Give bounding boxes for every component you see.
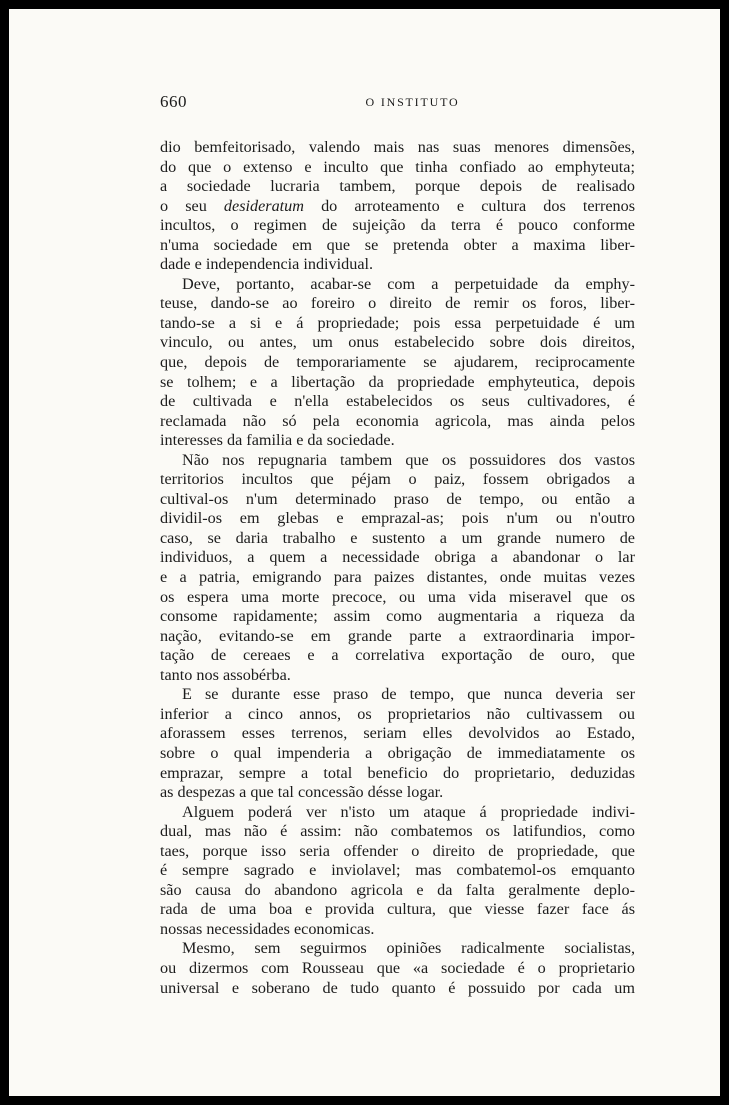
- text-line: interesses da familia e da sociedade.: [160, 431, 395, 450]
- text-line: taes, porque isso seria offender o direito de propriedade, que: [160, 841, 635, 860]
- text-line: inferior a cinco annos, os proprietarios não cultivassem ou: [160, 704, 635, 723]
- text-line: Deve, portanto, acabar-se com a perpetuidade da emphy-: [182, 274, 635, 293]
- paragraph: [160, 803, 635, 940]
- text-line: tação de cereaes e a correlativa exportação de ouro, que: [160, 646, 635, 665]
- text-line: emprazar, sempre a total beneficio do proprietario, deduzidas: [160, 763, 635, 782]
- text-line: ou dizermos com Rousseau que «a sociedade é o proprietario: [160, 958, 635, 977]
- paragraph: [160, 685, 635, 802]
- text-line: nossas necessidades economicas.: [160, 919, 375, 938]
- text-line: cultival-os n'um determinado praso de tempo, ou então a: [160, 489, 635, 508]
- text-line: são causa do abandono agricola e da falta geralmente deplo-: [160, 880, 635, 899]
- text-line: se tolhem; e a libertação da propriedade emphyteutica, depois: [160, 372, 635, 391]
- text-line: o seu desideratum do arroteamento e cultura dos terrenos: [160, 196, 635, 215]
- text-line: dual, mas não é assim: não combatemos os latifundios, como: [160, 822, 635, 841]
- text-line: é sempre sagrado e inviolavel; mas combatemol-os emquanto: [160, 861, 635, 880]
- text-line: caso, se daria trabalho e sustento a um grande numero de: [160, 528, 635, 547]
- text-line: rada de uma boa e provida cultura, que viesse fazer face ás: [160, 900, 635, 919]
- text-line: individuos, a quem a necessidade obriga a abandonar o lar: [160, 548, 635, 567]
- paragraph: [160, 939, 635, 998]
- text-line: de cultivada e n'ella estabelecidos os seus cultivadores, é: [160, 392, 635, 411]
- text-line: os espera uma morte precoce, ou uma vida miseravel que os: [160, 587, 635, 606]
- italic-term: desideratum: [223, 196, 304, 215]
- paragraph: [160, 451, 635, 686]
- running-head: [160, 92, 635, 114]
- text-line: do que o extenso e inculto que tinha confiado ao emphyteuta;: [160, 157, 635, 176]
- text-line: e a patria, emigrando para paizes distantes, onde muitas vezes: [160, 568, 635, 587]
- paragraph: [160, 275, 635, 451]
- text-line: tando-se a si e á propriedade; pois essa perpetuidade é um: [160, 313, 635, 332]
- text-line: dio bemfeitorisado, valendo mais nas suas menores dimensões,: [160, 138, 635, 156]
- body-text: [160, 138, 635, 998]
- text-line: tanto nos assobérba.: [160, 665, 291, 684]
- text-line: teuse, dando-se ao foreiro o direito de remir os foros, liber-: [160, 294, 635, 313]
- text-line: Não nos repugnaria tambem que os possuidores dos vastos: [182, 450, 635, 469]
- text-line: reclamada não só pela economia agricola, mas ainda pelos: [160, 411, 635, 430]
- text-line: nação, evitando-se em grande parte a extraordinaria impor-: [160, 626, 635, 645]
- text-line: universal e soberano de tudo quanto é possuido por cada um: [160, 978, 635, 997]
- text-line: que, depois de temporariamente se ajudarem, reciprocamente: [160, 353, 635, 372]
- text-line: dade e independencia individual.: [160, 255, 374, 274]
- text-line: Mesmo, sem seguirmos opiniões radicalmente socialistas,: [182, 939, 635, 958]
- text-line: consome rapidamente; assim como augmentaria a riqueza da: [160, 607, 635, 626]
- page-content: [160, 92, 635, 998]
- page-number: 660: [160, 92, 187, 111]
- text-line: dividil-os em glebas e emprazal-as; pois n'um ou n'outro: [160, 509, 635, 528]
- text-line: incultos, o regimen de sujeição da terra é pouco conforme: [160, 216, 635, 235]
- text-line: Alguem poderá ver n'isto um ataque á propriedade indivi-: [182, 802, 635, 821]
- text-line: sobre o qual impenderia a obrigação de immediatamente os: [160, 743, 635, 762]
- text-line: territorios incultos que péjam o paiz, fossem obrigados a: [160, 470, 635, 489]
- text-line: as despezas a que tal concessão désse logar.: [160, 783, 444, 802]
- text-line: vinculo, ou antes, um onus estabelecido sobre dois direitos,: [160, 333, 635, 352]
- text-line: a sociedade lucraria tambem, porque depois de realisado: [160, 177, 635, 196]
- text-line: aforassem esses terrenos, seriam elles devolvidos ao Estado,: [160, 724, 635, 743]
- text-line: n'uma sociedade em que se pretenda obter a maxima liber-: [160, 235, 635, 254]
- text-line: E se durante esse praso de tempo, que nunca deveria ser: [182, 685, 635, 704]
- document-page: [9, 9, 720, 1096]
- running-title: O INSTITUTO: [365, 95, 460, 109]
- paragraph: [160, 138, 635, 275]
